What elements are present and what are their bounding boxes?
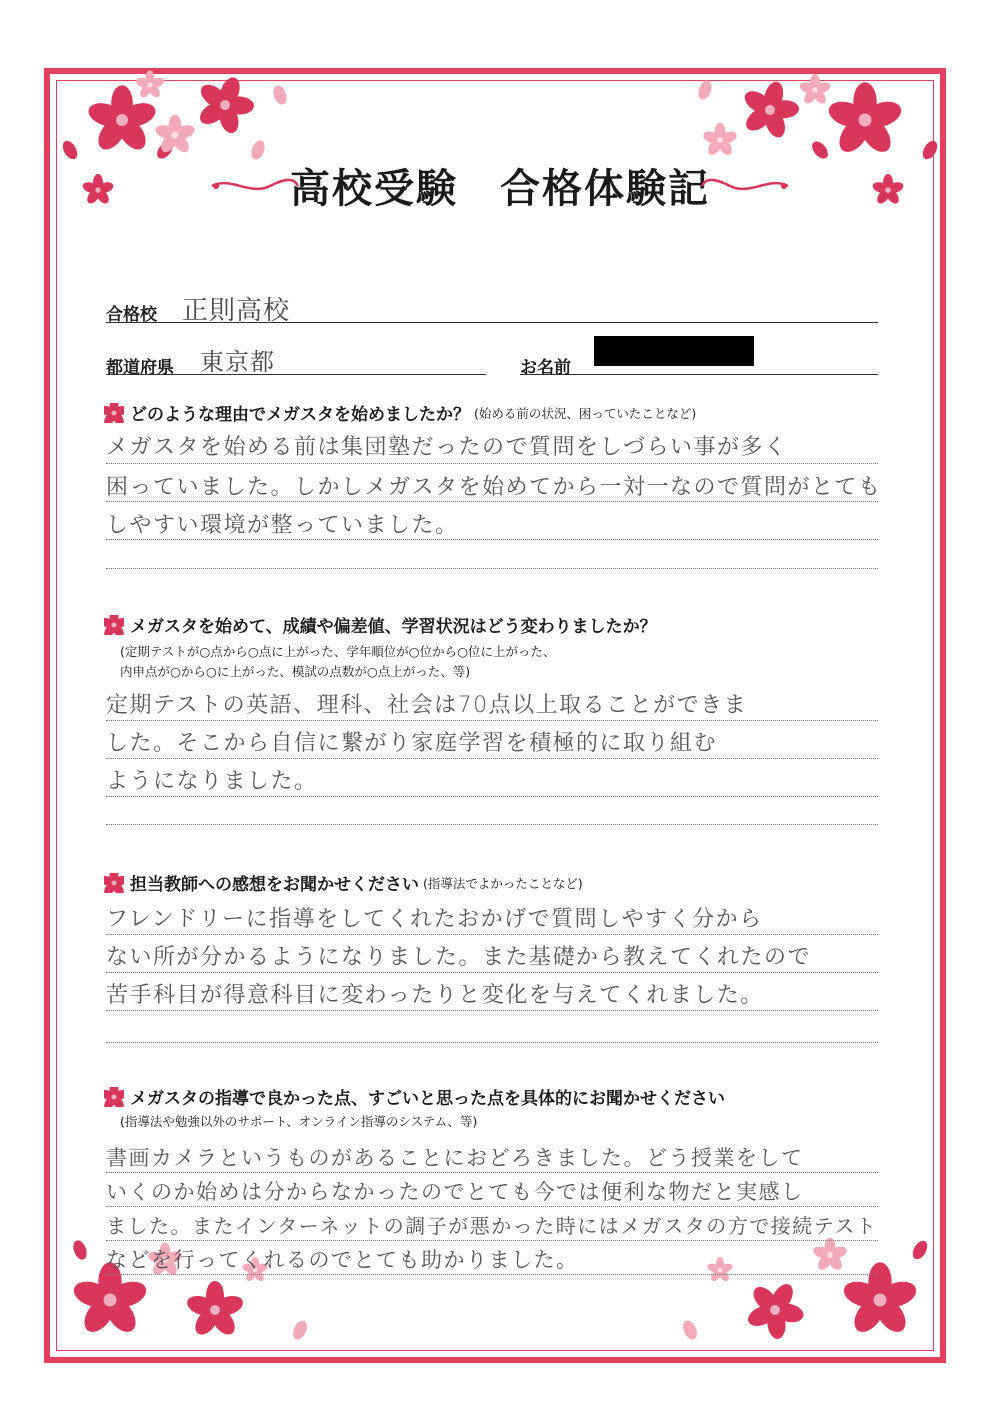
name-underline <box>520 374 878 375</box>
ruled-line <box>106 796 878 797</box>
page-title: 高校受験 合格体験記 <box>290 164 710 212</box>
ruled-line <box>106 972 878 973</box>
prefecture-label: 都道府県 <box>106 358 174 378</box>
question-4-answer-line-2: いくのか始めは分からなかったのでとても今では便利な物だと実感し <box>106 1180 804 1204</box>
redacted-name <box>594 336 754 366</box>
question-4-heading <box>104 1084 725 1109</box>
ruled-line <box>106 1042 878 1043</box>
question-4-subnote-1: (指導法や勉強以外のサポート、オンライン指導のシステム、等) <box>120 1114 478 1129</box>
question-3-answer-line-1: フレンドリーに指導をしてくれたおかげで質問しやすく分から <box>106 907 763 932</box>
prefecture-value: 東京都 <box>200 348 275 376</box>
question-1-note: (始める前の状況、困っていたことなど) <box>474 405 697 421</box>
question-2-heading <box>104 612 657 637</box>
ruled-line <box>106 720 878 721</box>
question-3-answer-line-2: ない所が分かるようになりました。また基礎から教えてくれたので <box>106 945 812 970</box>
question-3-note: (指導法でよかったことなど) <box>423 875 583 891</box>
question-2-answer-line-3: ようになりました。 <box>106 769 318 794</box>
question-4-answer-line-3: ました。またインターネットの調子が悪かった時にはメガスタの方で接続テスト <box>106 1214 878 1238</box>
question-3-answer-line-3: 苦手科目が得意科目に変わったりと変化を与えてくれました。 <box>106 983 764 1008</box>
ruled-line <box>106 1172 878 1173</box>
school-label: 合格校 <box>106 305 157 325</box>
question-1-title: どのような理由でメガスタを始めましたか？ <box>130 405 470 425</box>
question-2-subnote-2: 内申点が○から○に上がった、模試の点数が○点上がった、等) <box>120 664 471 679</box>
question-1-heading <box>104 400 696 425</box>
ruled-line <box>106 1206 878 1207</box>
blossom-bullet-icon <box>104 615 124 635</box>
ruled-line <box>106 539 878 540</box>
school-value: 正則高校 <box>182 296 291 326</box>
question-2-answer-line-2: した。そこから自信に繋がり家庭学習を積極的に取り組む <box>106 731 718 756</box>
question-4-answer-line-1: 書画カメラというものがあることにおどろきました。どう授業をして <box>106 1146 804 1170</box>
ruled-line <box>106 1240 878 1241</box>
question-4-title: メガスタの指導で良かった点、すごいと思った点を具体的にお聞かせください <box>130 1089 725 1109</box>
name-label: お名前 <box>520 358 571 378</box>
question-1-answer-line-2: 困っていました。しかしメガスタを始めてから一対一なので質問がとても <box>106 475 882 500</box>
ruled-line <box>106 824 878 825</box>
title-flourish-right-icon <box>700 176 790 196</box>
blossom-bullet-icon <box>104 403 124 423</box>
school-underline <box>106 322 878 323</box>
question-1-answer-line-3: しやすい環境が整っていました。 <box>106 513 459 538</box>
ruled-line <box>106 758 878 759</box>
blossom-bullet-icon <box>104 873 124 893</box>
ruled-line <box>106 463 878 464</box>
question-2-title: メガスタを始めて、成績や偏差値、学習状況はどう変わりましたか？ <box>130 617 657 637</box>
ruled-line <box>106 568 878 569</box>
ruled-line <box>106 1274 878 1275</box>
question-3-title: 担当教師への感想をお聞かせください <box>130 875 419 895</box>
question-4-answer-line-4: などを行ってくれるのでとても助かりました。 <box>106 1248 579 1272</box>
ruled-line <box>106 501 878 502</box>
question-2-subnote-1: (定期テストが○点から○点に上がった、学年順位が○位から○位に上がった、 <box>120 644 556 659</box>
ruled-line <box>106 934 878 935</box>
prefecture-underline <box>106 374 486 375</box>
question-3-heading <box>104 870 583 895</box>
blossom-bullet-icon <box>104 1087 124 1107</box>
question-2-answer-line-1: 定期テストの英語、理科、社会は70点以上取ることができま <box>106 693 748 718</box>
question-1-answer-line-1: メガスタを始める前は集団塾だったので質問をしづらい事が多く <box>106 435 788 460</box>
ruled-line <box>106 1010 878 1011</box>
